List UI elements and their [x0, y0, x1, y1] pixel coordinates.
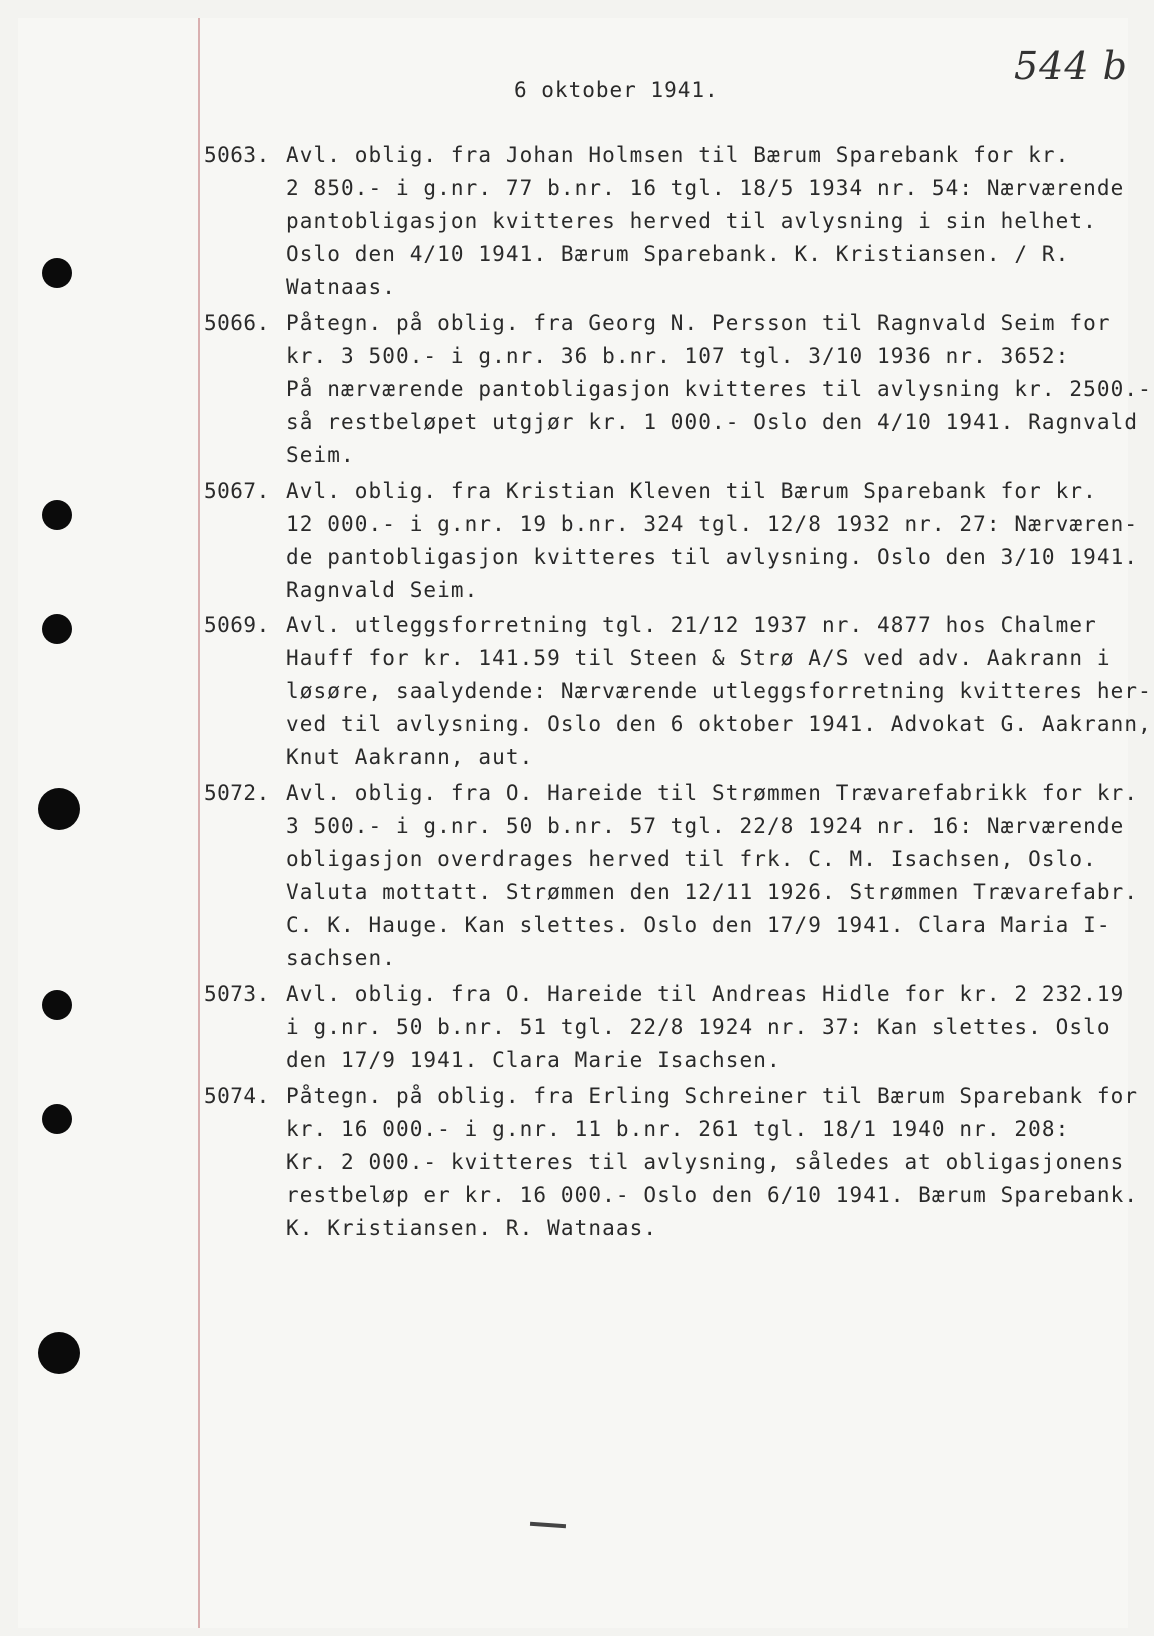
entry-line: Avl. utleggsforretning tgl. 21/12 1937 nr. 4877 hos Chalmer	[286, 613, 1097, 637]
entry-line: de pantobligasjon kvitteres til avlysning. Oslo den 3/10 1941.	[286, 545, 1139, 569]
entry-line: pantobligasjon kvitteres herved til avlysning i sin helhet.	[286, 209, 1097, 233]
entry-line: sachsen.	[286, 946, 396, 970]
entry-line: På nærværende pantobligasjon kvitteres til avlysning kr. 2500.-	[286, 377, 1152, 401]
entry-line: 2 850.- i g.nr. 77 b.nr. 16 tgl. 18/5 1934 nr. 54: Nærværende	[286, 176, 1125, 200]
punch-hole-7	[38, 1332, 80, 1374]
entry-line: løsøre, saalydende: Nærværende utleggsforretning kvitteres her-	[286, 679, 1152, 703]
entry-number: 5072.	[204, 781, 270, 805]
entry-number: 5066.	[204, 311, 270, 335]
entry-line: Avl. oblig. fra Johan Holmsen til Bærum Sparebank for kr.	[286, 143, 1070, 167]
entry-line: Påtegn. på oblig. fra Georg N. Persson til Ragnvald Seim for	[286, 311, 1111, 335]
entry-number: 5069.	[204, 613, 270, 637]
entry-line: kr. 16 000.- i g.nr. 11 b.nr. 261 tgl. 18/1 1940 nr. 208:	[286, 1117, 1070, 1141]
entry-line: ved til avlysning. Oslo den 6 oktober 1941. Advokat G. Aakrann,	[286, 712, 1152, 736]
entry-line: Valuta mottatt. Strømmen den 12/11 1926. Strømmen Trævarefabr.	[286, 880, 1139, 904]
punch-hole-3	[42, 614, 72, 644]
entry-line: K. Kristiansen. R. Watnaas.	[286, 1216, 658, 1240]
entry-line: obligasjon overdrages herved til frk. C. M. Isachsen, Oslo.	[286, 847, 1097, 871]
punch-hole-4	[38, 788, 80, 830]
entry-line: C. K. Hauge. Kan slettes. Oslo den 17/9 1941. Clara Maria I-	[286, 913, 1111, 937]
punch-hole-1	[42, 258, 72, 288]
entry-number: 5073.	[204, 982, 270, 1006]
page-date: 6 oktober 1941.	[514, 78, 719, 102]
entry-line: Oslo den 4/10 1941. Bærum Sparebank. K. Kristiansen. / R.	[286, 242, 1070, 266]
entry-line: den 17/9 1941. Clara Marie Isachsen.	[286, 1048, 781, 1072]
entry-line: restbeløp er kr. 16 000.- Oslo den 6/10 1941. Bærum Sparebank.	[286, 1183, 1139, 1207]
entry-number: 5067.	[204, 479, 270, 503]
entry-line: 3 500.- i g.nr. 50 b.nr. 57 tgl. 22/8 1924 nr. 16: Nærværende	[286, 814, 1125, 838]
entry-line: Knut Aakrann, aut.	[286, 745, 534, 769]
entry-line: Kr. 2 000.- kvitteres til avlysning, således at obligasjonens	[286, 1150, 1125, 1174]
entry-line: 12 000.- i g.nr. 19 b.nr. 324 tgl. 12/8 1932 nr. 27: Nærværen-	[286, 512, 1139, 536]
entry-line: så restbeløpet utgjør kr. 1 000.- Oslo den 4/10 1941. Ragnvald	[286, 410, 1139, 434]
entry-line: kr. 3 500.- i g.nr. 36 b.nr. 107 tgl. 3/10 1936 nr. 3652:	[286, 344, 1070, 368]
entry-number: 5074.	[204, 1084, 270, 1108]
entry-line: Seim.	[286, 443, 355, 467]
punch-hole-2	[42, 500, 72, 530]
page-number: 544 b	[1014, 44, 1128, 88]
entry-line: Påtegn. på oblig. fra Erling Schreiner til Bærum Sparebank for	[286, 1084, 1139, 1108]
margin-rule	[198, 18, 200, 1628]
entry-line: Avl. oblig. fra O. Hareide til Strømmen Trævarefabrikk for kr.	[286, 781, 1139, 805]
entry-line: Avl. oblig. fra Kristian Kleven til Bærum Sparebank for kr.	[286, 479, 1097, 503]
entry-line: Watnaas.	[286, 275, 396, 299]
punch-hole-6	[42, 1104, 72, 1134]
punch-hole-5	[42, 990, 72, 1020]
entry-line: Avl. oblig. fra O. Hareide til Andreas Hidle for kr. 2 232.19	[286, 982, 1125, 1006]
entry-line: Ragnvald Seim.	[286, 578, 479, 602]
entry-line: i g.nr. 50 b.nr. 51 tgl. 22/8 1924 nr. 37: Kan slettes. Oslo	[286, 1015, 1111, 1039]
entry-line: Hauff for kr. 141.59 til Steen & Strø A/S ved adv. Aakrann i	[286, 646, 1111, 670]
entry-number: 5063.	[204, 143, 270, 167]
